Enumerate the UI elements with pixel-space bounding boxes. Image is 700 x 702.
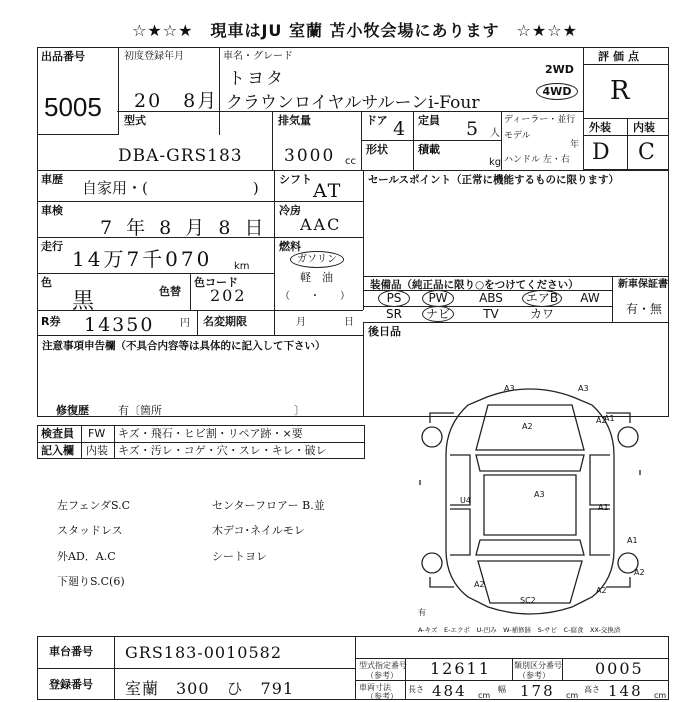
inspection-value: 7 年 8 月 8 日 [100,217,268,239]
hw-note-6: 木デコ･ネイルモレ [212,524,305,537]
inspection-label: 車検 [41,204,63,217]
damage-mark-4: A3 [578,384,589,393]
inspector-fw-items: キズ・飛石・ヒビ割・リペア跡・×要 [118,427,303,440]
lot-number: 5005 [44,92,102,122]
handle-label: ハンドル 左・右 [504,155,570,165]
maker-value: トヨタ [228,69,285,89]
category-sub: （参考） [518,671,550,680]
equip-pw-circle [422,290,454,307]
dims-height: 148 [608,682,643,700]
inspector-fw: FW [88,427,106,440]
color-change-label: 色替 [159,285,181,298]
mileage-label: 走行 [41,240,63,253]
shape-label: 形状 [366,143,388,156]
designation-sub: （参考） [366,671,398,680]
damage-mark-5: A1 [604,414,615,423]
category-value: 0005 [595,659,644,678]
equip-sr [376,307,412,321]
color-code-label: 色コード [194,276,238,289]
warranty-label: 新車保証書 [618,279,668,290]
model-year-unit: 年 [570,140,580,150]
vin-label: 車台番号 [49,645,93,658]
damage-mark-1: A3 [504,384,515,393]
displacement-unit: cc [345,156,356,167]
damage-mark-2: A2 [522,422,533,431]
ext-value: D [592,140,612,165]
color-value: 黒 [72,289,97,314]
hw-note-5: センターフロアー B.並 [212,499,325,512]
dims-sub: （参考） [366,692,398,701]
capacity-value: 5 [466,118,481,140]
dims-width-unit: cm [566,691,579,700]
recycle-unit: 円 [180,318,190,329]
hw-note-2: スタッドレス [57,524,123,537]
displacement-label: 排気量 [278,114,311,127]
warranty-value: 有・無 [626,302,663,316]
dims-width: 178 [520,682,555,700]
inspector-label: 検査員 [41,427,74,440]
name-change-day: 日 [344,317,354,328]
registration-label: 登録番号 [49,678,93,691]
equip-abs-label: ABS [479,291,503,305]
equip-leather [520,307,564,321]
load-unit: kg [489,157,502,168]
ac-label: 冷房 [279,204,301,217]
recycle-label: R券 [41,315,61,328]
drive-4wd [536,83,578,100]
lot-label: 出品番号 [41,50,85,63]
grade-value: クラウンロイヤルサルーンi-Four [226,93,480,113]
first-reg-label: 初度登録年月 [124,51,184,62]
dims-height-label: 高さ [584,685,600,694]
notes-label: 注意事項申告欄（不具合内容等は具体的に記入して下さい） [42,340,326,352]
damage-mark-12: A2 [474,580,485,589]
equip-ps-circle [378,290,410,307]
equip-navi-label: ナビ [425,307,450,321]
recycle-value: 14350 [84,314,155,336]
dims-length: 484 [432,682,467,700]
shift-label: シフト [279,173,312,186]
entry-inside-items: キズ・汚レ・コゲ・穴・スレ・キレ・破レ [118,444,327,457]
equip-airbag-circle [522,290,562,307]
int-value: C [638,140,657,165]
designation-value: 12611 [430,659,491,678]
hw-note-4: 下廻りS.C(6) [57,575,125,588]
score-value: R [610,76,633,106]
dealer-label: ディーラー・並行 [504,115,576,125]
damage-mark-11: SC2 [520,596,536,605]
fuel-label: 燃料 [279,240,301,253]
drive-4wd-label: 4WD [542,85,572,98]
equip-airbag-label: エアB [525,291,559,305]
shift-value: AT [313,180,343,202]
fuel-gasoline-label: ガソリン [297,254,337,265]
equip-leather-label: カワ [529,307,554,321]
history-label: 車歴 [41,173,63,186]
mileage-unit: km [234,261,250,272]
maker-label: 車名・グレード [223,51,293,62]
history-value: 自家用・( ) [82,179,259,197]
damage-mark-13: A2 [596,586,607,595]
dims-length-label: 長さ [408,685,424,694]
legend: A-キズ E-エクボ U-凹み W-補修跡 S-サビ C-腐食 XX-交換済 [418,626,621,634]
dims-width-label: 幅 [498,685,506,694]
dims-label: 車両寸法 [359,683,391,692]
ac-value: AAC [300,215,342,234]
rear-seat-label: 後日品 [368,325,401,338]
damage-mark-3: A2 [596,416,607,425]
equip-abs [470,291,512,305]
fuel-gasoline [290,251,344,268]
score-label: 評価点 [598,50,643,63]
color-label: 色 [41,276,52,289]
color-code-value: 202 [210,286,247,305]
repair-label: 修復歴 [56,404,89,417]
damage-mark-10: A2 [634,568,645,577]
equipment-label: 装備品（純正品に限り○をつけてください） [370,279,579,291]
banner: ☆★☆★ 現車はJU 室蘭 苫小牧会場にあります ☆★☆★ [132,21,578,40]
equip-ps-label: PS [386,291,402,305]
first-reg-value: 20 8月 [134,90,219,112]
dims-length-unit: cm [478,691,491,700]
equip-aw [570,291,610,305]
displacement-value: 3000 [284,146,336,166]
int-label: 内装 [633,121,655,134]
damage-mark-14: 有 [418,608,426,617]
load-label: 積載 [418,143,440,156]
capacity-unit: 人 [490,128,500,139]
model-value: DBA-GRS183 [118,146,243,166]
hw-note-7: シートヨレ [212,550,267,563]
damage-mark-8: A1 [598,503,609,512]
fuel-other: （ ・ ） [280,291,350,302]
model-label: 型式 [124,114,146,127]
equip-navi-circle [422,306,454,322]
damage-mark-9: A1 [627,536,638,545]
name-change-label: 名変期限 [203,315,247,328]
repair-value: 有〔箇所 〕 [118,404,305,417]
dims-height-unit: cm [654,691,667,700]
damage-mark-7: A3 [534,490,545,499]
entry-inside: 内装 [86,444,108,457]
doors-label: ドア [366,114,388,127]
category-label: 類別区分番号 [514,661,562,670]
equip-tv-label: TV [483,307,499,321]
car-damage-diagram [392,375,667,625]
hw-note-3: 外AD．A.C [57,550,116,563]
hw-note-1: 左フェンダS.C [57,499,131,512]
ext-label: 外装 [589,121,611,134]
equip-tv [470,307,512,321]
drive-2wd: 2WD [545,63,574,76]
equip-sr-label: SR [386,307,402,321]
vin-value: GRS183-0010582 [125,643,282,662]
fuel-diesel: 軽 油 [300,271,333,284]
designation-label: 型式指定番号 [359,661,407,670]
name-change-month: 月 [296,317,306,328]
doors-value: 4 [393,118,408,140]
equip-aw-label: AW [580,291,600,305]
mileage-value: 14万7千070 [72,247,213,271]
equip-pw-label: PW [428,291,448,305]
registration-value: 室蘭 300 ひ 791 [125,679,295,698]
damage-mark-6: U4 [460,496,471,505]
entry-label: 記入欄 [41,444,74,457]
capacity-label: 定員 [418,114,440,127]
model-year-label: モデル [504,131,531,141]
sales-point-label: セールスポイント（正常に機能するものに限ります） [368,174,620,186]
